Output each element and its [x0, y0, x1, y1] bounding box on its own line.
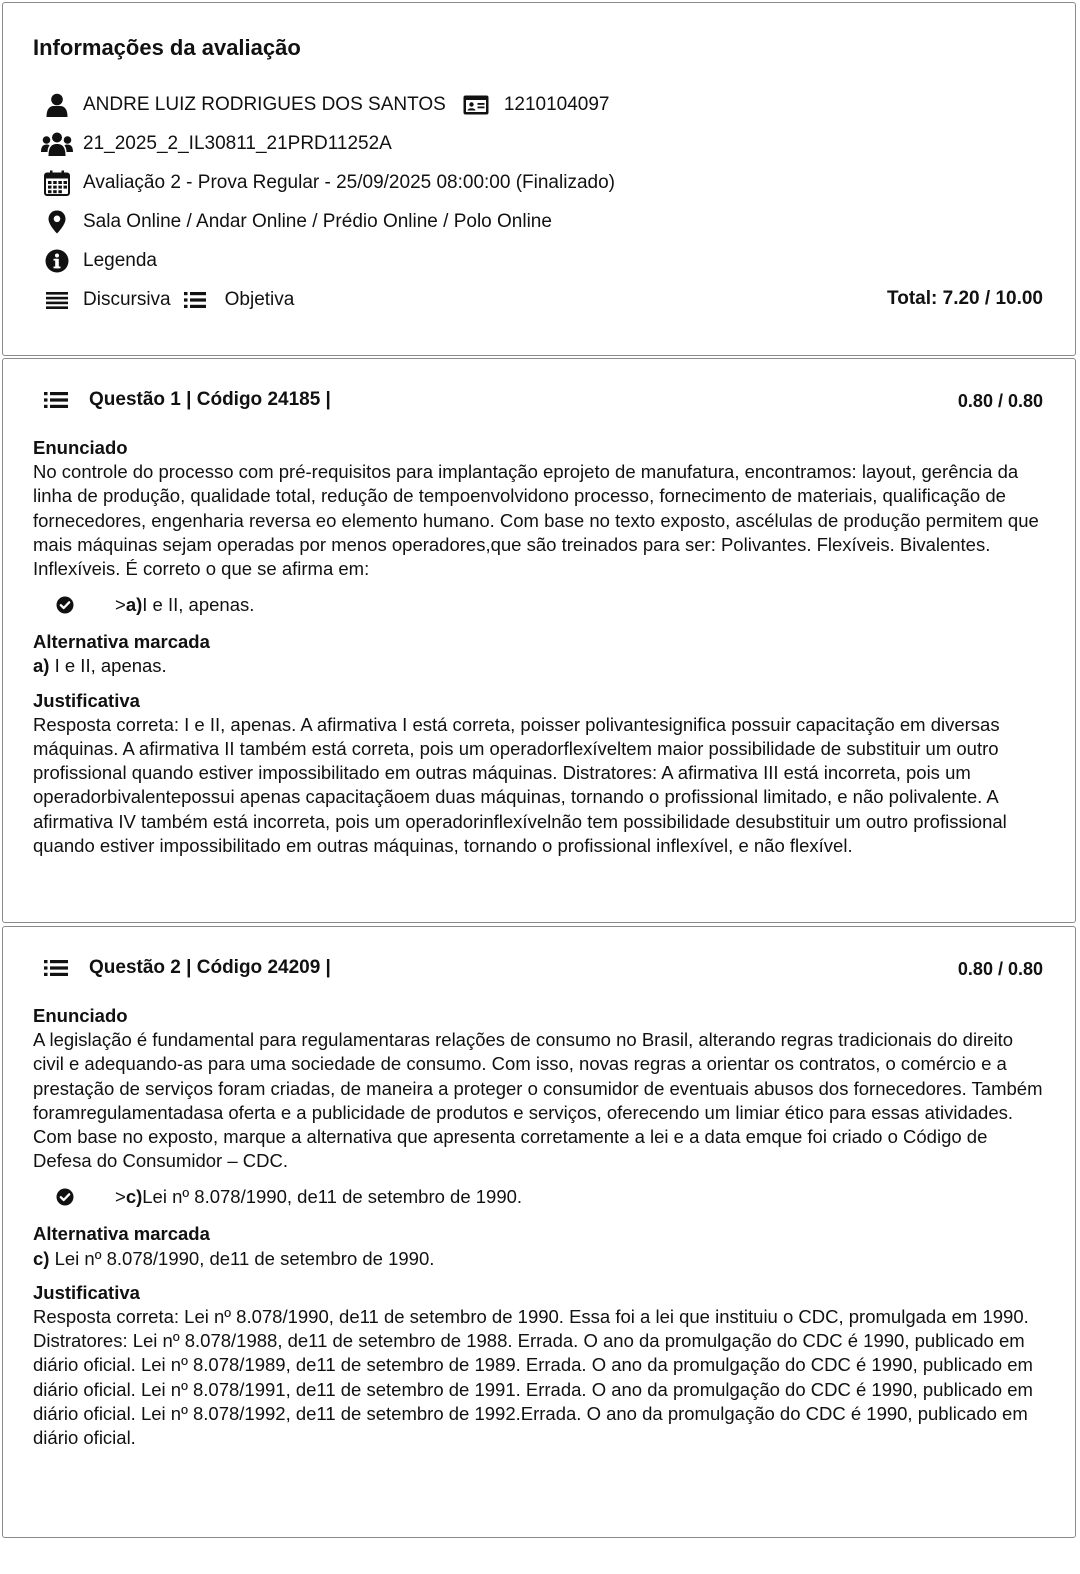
class-row	[41, 130, 392, 158]
marked-letter: c)	[33, 1247, 50, 1269]
justification-text: Resposta correta: Lei nº 8.078/1990, de11 de setembro de 1990. Essa foi a lei que instituiu o CDC, promulgada em 1990. Distratores: Lei nº 8.078/1988, de11 de setembro de 1988. Errada. O ano da promulgação do CDC é 1990, publicado em diário oficial. Lei nº 8.078/1989, de11 de setembro de 1989. Errada. O ano da promulgação do CDC é 1990, publicado em diário oficial. Lei nº 8.078/1991, de11 de setembro de 1991. Errada. O ano da promulgação do CDC é 1990, publicado em diário oficial. Lei nº 8.078/1992, de11 de setembro de 1992.Errada. O ano da promulgação do CDC é 1990, publicado em diário oficial.	[33, 1306, 1033, 1449]
calendar-icon	[41, 169, 73, 197]
statement-text: No controle do processo com pré-requisitos para implantação eprojeto de manufatura, encontramos: layout, gerência da linha de produção, qualidade total, redução de tempoenvolvidono processo, fornecimento de materiais, qualificação de fornecedores, engenharia reversa eo elemento humano. Com base no texto exposto, ascélulas de produção permitem que mais máquinas sejam operadas por menos operadores,que são treinados para ser: Polivantes. Flexíveis. Bivalentes. Inflexíveis. É correto o que se afirma em:	[33, 461, 1039, 580]
justification-title: Justificativa	[33, 1281, 140, 1303]
marked-title: Alternativa marcada	[33, 631, 210, 653]
question-score: 0.80 / 0.80	[957, 391, 1043, 411]
users-icon	[41, 130, 73, 158]
info-circle-icon	[41, 247, 73, 275]
question-body	[33, 1004, 1045, 1450]
marked-letter: a)	[33, 655, 50, 677]
legend-label: Legenda	[83, 250, 157, 271]
align-justify-icon	[41, 286, 73, 314]
info-title: Informações da avaliação	[33, 35, 301, 60]
marked-text: Lei nº 8.078/1990, de11 de setembro de 1990.	[49, 1247, 435, 1269]
location-row	[41, 208, 552, 236]
id-card-icon	[460, 91, 492, 119]
evaluation-info-card	[2, 2, 1076, 356]
exam-description: Avaliação 2 - Prova Regular - 25/09/2025 08:00:00 (Finalizado)	[83, 172, 615, 193]
answer-text: Lei nº 8.078/1990, de11 de setembro de 1990.	[142, 1186, 523, 1208]
answer-text: I e II, apenas.	[142, 594, 255, 616]
user-icon	[41, 91, 73, 119]
question-card	[2, 358, 1076, 923]
total-score: Total: 7.20 / 10.00	[887, 288, 1043, 309]
class-code: 21_2025_2_IL30811_21PRD11252A	[83, 133, 392, 154]
justification-text: Resposta correta: I e II, apenas. A afirmativa I está correta, poisser polivantesignifica possuir capacitação em diversas máquinas. A afirmativa II também está correta, pois um operadorflexíveltem maior possibilidade de substituir um outro profissional quando estiver impossibilitado em outras máquinas. Distratores: A afirmativa III está incorreta, pois um operadorbivalentepossui apenas capacitaçãoem duas máquinas, tornando o profissional limitado, e não polivalente. A afirmativa IV também está incorreta, pois um operadorinflexívelnão tem possibilidade desubstituir um outro profissional quando estiver impossibilitado em outras máquinas, tornando o profissional inflexível, e não flexível.	[33, 713, 1007, 856]
exam-row	[41, 169, 615, 197]
map-marker-icon	[41, 208, 73, 236]
answer-prefix: >	[115, 1186, 126, 1208]
question-body	[33, 436, 1045, 858]
legend-items-row	[41, 286, 294, 314]
answer-prefix: >	[115, 594, 126, 616]
legend-row	[41, 247, 157, 275]
correct-answer-row	[33, 1182, 1045, 1212]
justification-title: Justificativa	[33, 689, 140, 711]
correct-answer-row	[33, 590, 1045, 620]
answer-letter: c)	[125, 1186, 143, 1208]
marked-title: Alternativa marcada	[33, 1223, 210, 1245]
list-icon	[41, 391, 71, 409]
question-title: Questão 2 | Código 24209 |	[89, 957, 331, 978]
answer-letter: a)	[125, 594, 143, 616]
question-title: Questão 1 | Código 24185 |	[89, 389, 331, 410]
statement-title: Enunciado	[33, 437, 128, 458]
legend-objective: Objetiva	[224, 289, 295, 310]
statement-title: Enunciado	[33, 1005, 128, 1026]
question-score: 0.80 / 0.80	[957, 959, 1043, 979]
question-header	[41, 389, 331, 411]
list-icon	[41, 959, 71, 977]
student-row	[41, 91, 610, 119]
location-text: Sala Online / Andar Online / Prédio Online / Polo Online	[83, 211, 552, 232]
marked-text: I e II, apenas.	[49, 655, 167, 677]
student-id: 1210104097	[503, 94, 610, 115]
statement-text: A legislação é fundamental para regulamentaras relações de consumo no Brasil, alterando regras tradicionais do direito civil e adequando-as para uma sociedade de consumo. Com isso, novas regras a orientar os contratos, o comércio e a prestação de serviços foram criadas, de maneira a proteger o consumidor de eventuais abusos dos fornecedores. Também foramregulamentadasa oferta e a publicidade de produtos e serviços, oferecendo um limiar ético para essas atividades. Com base no exposto, marque a alternativa que apresenta corretamente a lei e a data emque foi criado o Código de Defesa do Consumidor – CDC.	[33, 1029, 1043, 1172]
marked-answer	[33, 1247, 1045, 1271]
list-icon	[179, 286, 211, 314]
legend-discursive: Discursiva	[83, 289, 171, 310]
student-name: ANDRE LUIZ RODRIGUES DOS SANTOS	[83, 94, 446, 115]
marked-answer	[33, 654, 1045, 678]
check-circle-icon	[53, 596, 77, 614]
question-card	[2, 926, 1076, 1538]
check-circle-icon	[53, 1188, 77, 1206]
question-header	[41, 957, 331, 979]
